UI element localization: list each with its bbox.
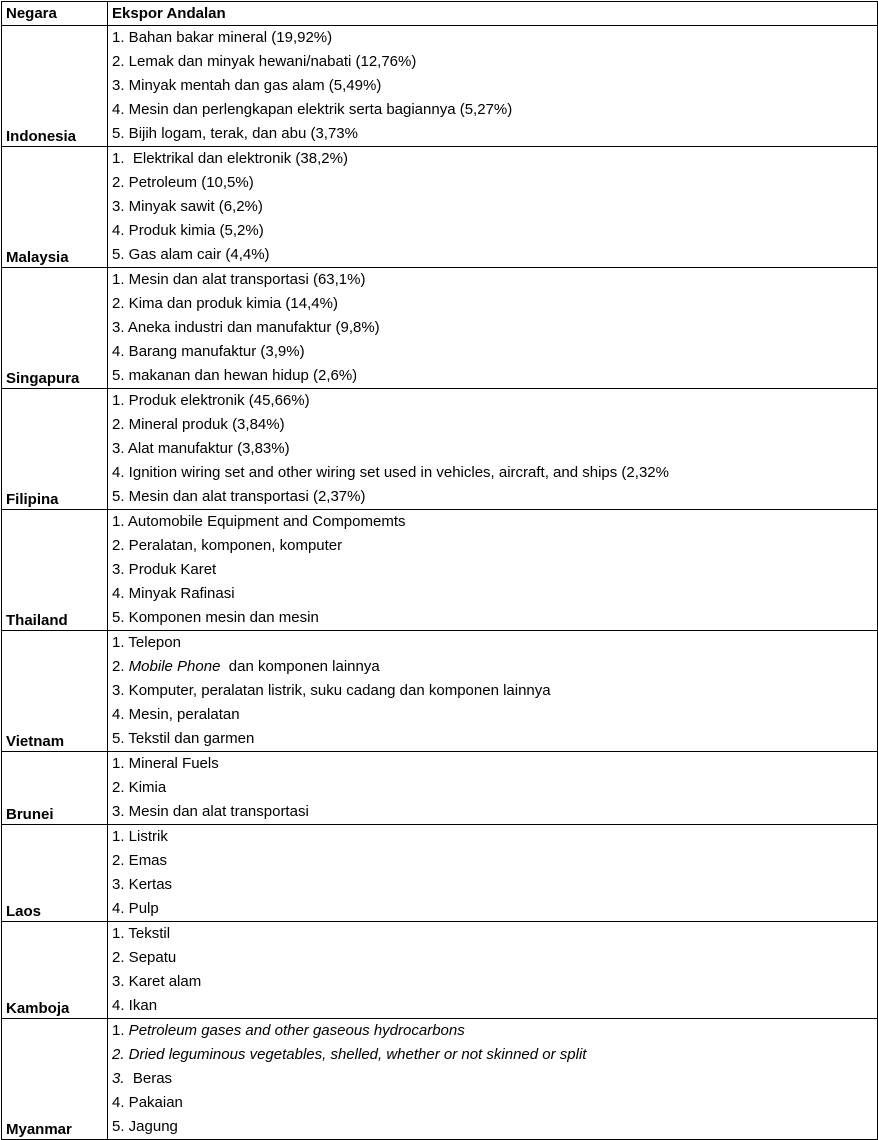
export-item xyxy=(112,26,877,50)
table-body xyxy=(2,26,878,1140)
item-text: Mobile Phone xyxy=(128,658,221,675)
exports-cell xyxy=(108,26,878,147)
item-number: 1. xyxy=(112,513,125,530)
exports-cell xyxy=(108,389,878,510)
export-item xyxy=(112,364,877,388)
country-cell: Myanmar xyxy=(2,1019,108,1140)
export-item xyxy=(112,994,877,1018)
item-text: Mesin dan alat transportasi xyxy=(124,803,309,820)
item-number: 2. xyxy=(112,416,125,433)
export-item xyxy=(112,219,877,243)
item-number: 1. xyxy=(112,150,125,167)
table-row xyxy=(2,389,878,510)
item-number: 4. xyxy=(112,900,125,917)
item-text: makanan dan hewan hidup (2,6%) xyxy=(124,367,358,384)
item-text: Produk kimia (5,2%) xyxy=(124,222,264,239)
export-item xyxy=(112,316,877,340)
header-ekspor-andalan: Ekspor Andalan xyxy=(108,2,878,26)
country-cell: Laos xyxy=(2,825,108,922)
export-item xyxy=(112,849,877,873)
country-cell: Brunei xyxy=(2,752,108,825)
item-number: 3. xyxy=(112,561,125,578)
item-number: 5. xyxy=(112,367,125,384)
exports-cell xyxy=(108,1019,878,1140)
country-cell: Kamboja xyxy=(2,922,108,1019)
item-text: Gas alam cair (4,4%) xyxy=(124,246,270,263)
country-cell: Malaysia xyxy=(2,147,108,268)
item-text: Alat manufaktur (3,83%) xyxy=(124,440,290,457)
export-item xyxy=(112,195,877,219)
item-text: Minyak mentah dan gas alam (5,49%) xyxy=(124,77,382,94)
item-text: Mesin dan alat transportasi (2,37%) xyxy=(124,488,366,505)
item-number: 4. xyxy=(112,1094,125,1111)
item-number: 5. xyxy=(112,1118,125,1135)
item-number: 2. xyxy=(112,295,125,312)
item-number: 2. xyxy=(112,537,125,554)
item-number: 3. xyxy=(112,876,125,893)
item-text: Kertas xyxy=(124,876,173,893)
exports-cell xyxy=(108,147,878,268)
export-item xyxy=(112,1043,877,1067)
item-text: Telepon xyxy=(124,634,181,651)
export-item xyxy=(112,825,877,849)
table-row xyxy=(2,1019,878,1140)
item-text: Petroleum (10,5%) xyxy=(124,174,254,191)
item-text: Tekstil xyxy=(124,925,171,942)
item-number: 4. xyxy=(112,997,125,1014)
country-cell: Filipina xyxy=(2,389,108,510)
item-text: Karet alam xyxy=(124,973,202,990)
export-item xyxy=(112,631,877,655)
exports-cell xyxy=(108,752,878,825)
item-number: 4. xyxy=(112,706,125,723)
item-text: Mineral produk (3,84%) xyxy=(124,416,285,433)
item-number: 2. xyxy=(112,174,125,191)
export-item xyxy=(112,946,877,970)
export-item xyxy=(112,98,877,122)
item-number: 1. xyxy=(112,925,125,942)
exports-cell xyxy=(108,510,878,631)
export-item xyxy=(112,558,877,582)
export-item xyxy=(112,147,877,171)
item-text: Tekstil dan garmen xyxy=(124,730,255,747)
item-text: Emas xyxy=(124,852,168,869)
table-row xyxy=(2,510,878,631)
item-text: Beras xyxy=(124,1070,173,1087)
item-text: Aneka industri dan manufaktur (9,8%) xyxy=(124,319,380,336)
export-item xyxy=(112,922,877,946)
item-number: 3. xyxy=(112,440,125,457)
export-item xyxy=(112,74,877,98)
export-item xyxy=(112,389,877,413)
item-number: 1. xyxy=(112,392,125,409)
export-item xyxy=(112,292,877,316)
table-row xyxy=(2,631,878,752)
item-number: 1. xyxy=(112,1022,125,1039)
export-item xyxy=(112,1019,877,1043)
table-row xyxy=(2,922,878,1019)
header-negara: Negara xyxy=(2,2,108,26)
item-text: Petroleum gases and other gaseous hydrocarbons xyxy=(124,1022,465,1039)
item-text: Bahan bakar mineral (19,92%) xyxy=(124,29,333,46)
item-text: Bijih logam, terak, dan abu (3,73% xyxy=(124,125,358,142)
table-row xyxy=(2,752,878,825)
export-item xyxy=(112,897,877,921)
export-item xyxy=(112,776,877,800)
item-text: Elektrikal dan elektronik (38,2%) xyxy=(124,150,348,167)
export-item xyxy=(112,485,877,509)
country-cell: Thailand xyxy=(2,510,108,631)
export-item xyxy=(112,1067,877,1091)
table-row xyxy=(2,268,878,389)
country-cell: Singapura xyxy=(2,268,108,389)
item-number: 3. xyxy=(112,682,125,699)
item-number: 4. xyxy=(112,464,125,481)
export-item xyxy=(112,752,877,776)
item-text: Sepatu xyxy=(124,949,177,966)
item-number: 2. xyxy=(112,53,125,70)
exports-cell xyxy=(108,825,878,922)
item-number: 4. xyxy=(112,222,125,239)
table-row xyxy=(2,26,878,147)
item-number: 4. xyxy=(112,343,125,360)
export-item xyxy=(112,171,877,195)
item-number: 5. xyxy=(112,125,125,142)
item-number: 2. xyxy=(112,949,125,966)
exports-cell xyxy=(108,922,878,1019)
item-text: Pakaian xyxy=(124,1094,183,1111)
export-item xyxy=(112,122,877,146)
export-item xyxy=(112,1115,877,1139)
item-number: 2. xyxy=(112,1046,125,1063)
item-text: Automobile Equipment and Compomemts xyxy=(124,513,406,530)
export-item xyxy=(112,534,877,558)
item-text: Lemak dan minyak hewani/nabati (12,76%) xyxy=(124,53,417,70)
item-text: Mesin, peralatan xyxy=(124,706,240,723)
item-text: Kima dan produk kimia (14,4%) xyxy=(124,295,338,312)
item-text: Ikan xyxy=(124,997,158,1014)
export-item xyxy=(112,243,877,267)
item-text: Pulp xyxy=(124,900,159,917)
header-row xyxy=(2,2,878,26)
item-number: 5. xyxy=(112,609,125,626)
item-text: Peralatan, komponen, komputer xyxy=(124,537,343,554)
export-item xyxy=(112,510,877,534)
export-table xyxy=(1,1,878,1140)
exports-cell xyxy=(108,631,878,752)
item-text: Mesin dan alat transportasi (63,1%) xyxy=(124,271,366,288)
item-number: 4. xyxy=(112,585,125,602)
export-item xyxy=(112,437,877,461)
item-number: 2. xyxy=(112,779,125,796)
export-item xyxy=(112,1091,877,1115)
export-item xyxy=(112,582,877,606)
item-number: 3. xyxy=(112,1070,125,1087)
item-text: Mesin dan perlengkapan elektrik serta bagiannya (5,27%) xyxy=(124,101,513,118)
item-number: 1. xyxy=(112,29,125,46)
item-text: Komputer, peralatan listrik, suku cadang dan komponen lainnya xyxy=(124,682,551,699)
item-number: 5. xyxy=(112,488,125,505)
item-text: Kimia xyxy=(124,779,167,796)
item-text: Listrik xyxy=(124,828,168,845)
exports-cell xyxy=(108,268,878,389)
country-cell: Indonesia xyxy=(2,26,108,147)
item-number: 3. xyxy=(112,803,125,820)
item-text: Barang manufaktur (3,9%) xyxy=(124,343,305,360)
table-row xyxy=(2,147,878,268)
item-number: 5. xyxy=(112,730,125,747)
export-item xyxy=(112,606,877,630)
export-item xyxy=(112,655,877,679)
item-text: Minyak sawit (6,2%) xyxy=(124,198,263,215)
item-text: Ignition wiring set and other wiring set used in vehicles, aircraft, and ships (2,32% xyxy=(124,464,669,481)
item-text: Dried leguminous vegetables, shelled, whether or not skinned or split xyxy=(124,1046,587,1063)
country-cell: Vietnam xyxy=(2,631,108,752)
item-number: 5. xyxy=(112,246,125,263)
item-number: 1. xyxy=(112,755,125,772)
item-text: Jagung xyxy=(124,1118,178,1135)
export-item xyxy=(112,268,877,292)
item-number: 3. xyxy=(112,198,125,215)
item-number: 1. xyxy=(112,634,125,651)
item-text: Produk elektronik (45,66%) xyxy=(124,392,310,409)
item-number: 2. xyxy=(112,852,125,869)
item-number: 3. xyxy=(112,973,125,990)
item-number: 3. xyxy=(112,77,125,94)
export-item xyxy=(112,703,877,727)
export-item xyxy=(112,800,877,824)
item-number: 3. xyxy=(112,319,125,336)
export-item xyxy=(112,461,877,485)
item-number: 4. xyxy=(112,101,125,118)
item-number: 1. xyxy=(112,271,125,288)
item-text: Komponen mesin dan mesin xyxy=(124,609,319,626)
item-text: Mineral Fuels xyxy=(124,755,219,772)
item-number: 1. xyxy=(112,828,125,845)
export-item xyxy=(112,970,877,994)
export-item xyxy=(112,340,877,364)
item-text: dan komponen lainnya xyxy=(220,658,380,675)
export-item xyxy=(112,727,877,751)
item-text: Minyak Rafinasi xyxy=(124,585,235,602)
export-item xyxy=(112,679,877,703)
table-row xyxy=(2,825,878,922)
export-item xyxy=(112,50,877,74)
item-number: 2. xyxy=(112,658,125,675)
export-item xyxy=(112,413,877,437)
item-text: Produk Karet xyxy=(124,561,217,578)
export-item xyxy=(112,873,877,897)
